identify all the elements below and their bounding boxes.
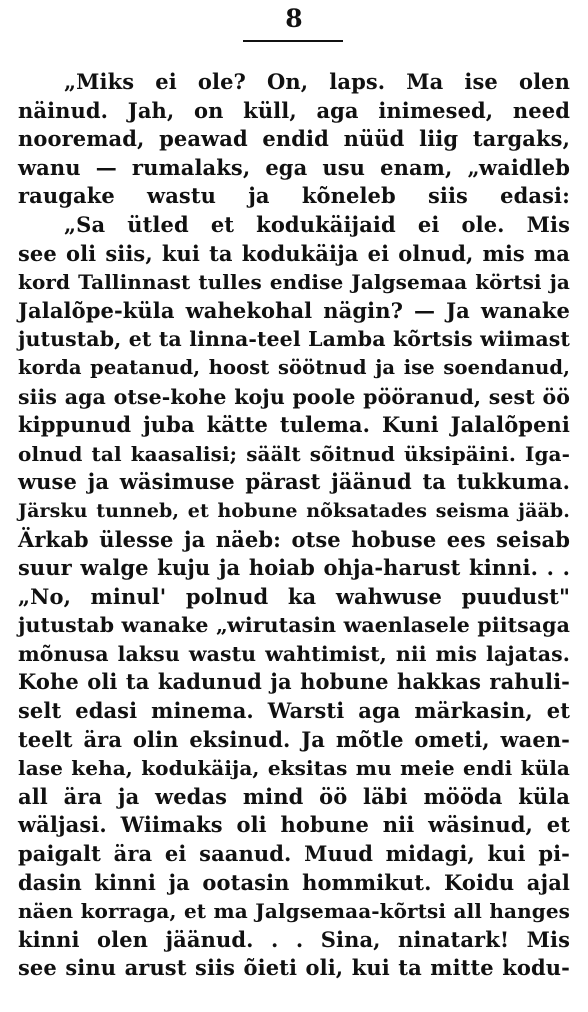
text-line: korda peatanud, hoost söötnud ja ise soendanud, bbox=[18, 355, 570, 379]
text-line: see sinu arust siis õieti oli, kui ta mitte kodu- bbox=[18, 955, 570, 981]
text-line: näinud. Jah, on küll, aga inimesed, need bbox=[18, 97, 570, 123]
body-text bbox=[18, 68, 570, 983]
text-line: raugake wastu ja kõneleb siis edasi: bbox=[18, 183, 570, 209]
text-line: Jalalõpe-küla wahekohal nägin? — Ja wanake bbox=[18, 297, 570, 323]
text-line: mõnusa laksu wastu wahtimist, nii mis lajatas. bbox=[18, 641, 570, 666]
text-line: siis aga otse-kohe koju poole pööranud, sest öö bbox=[18, 384, 570, 409]
text-line: lase keha, kodukäija, eksitas mu meie endi küla bbox=[18, 756, 570, 781]
text-line: suur walge kuju ja hoiab ohja-harust kinni. . . bbox=[18, 555, 570, 581]
text-line: Ärkab ülesse ja näeb: otse hobuse ees seisab bbox=[18, 526, 570, 552]
text-line: kippunud juba kätte tulema. Kuni Jalalõpeni bbox=[18, 412, 570, 438]
text-line: näen korraga, et ma Jalgsemaa-kõrtsi all hanges bbox=[18, 899, 570, 924]
text-line: „Sa ütled et kodukäijaid ei ole. Mis bbox=[64, 211, 570, 237]
text-line: olnud tal kaasalisi; säält sõitnud üksipäini. Iga- bbox=[18, 441, 570, 466]
text-line: paigalt ära ei saanud. Muud midagi, kui pi- bbox=[18, 841, 570, 867]
header-rule bbox=[243, 40, 343, 42]
text-line: wanu — rumalaks, ega usu enam, „waidleb bbox=[18, 154, 570, 180]
text-line: see oli siis, kui ta kodukäija ei olnud, mis ma bbox=[18, 240, 570, 266]
text-line: wuse ja wäsimuse pärast jäänud ta tukkuma. bbox=[18, 469, 570, 495]
text-line: all ära ja wedas mind öö läbi mööda küla bbox=[18, 783, 570, 809]
text-line: Kohe oli ta kadunud ja hobune hakkas rahuli- bbox=[18, 669, 570, 695]
text-line: teelt ära olin eksinud. Ja mõtle ometi, waen- bbox=[18, 726, 570, 752]
text-line: „Miks ei ole? On, laps. Ma ise olen bbox=[64, 69, 570, 94]
text-line: dasin kinni ja ootasin hommikut. Koidu ajal bbox=[18, 869, 570, 895]
text-line: jutustab wanake „wirutasin waenlasele piitsaga bbox=[18, 613, 570, 638]
text-line: „No, minul' polnud ka wahwuse puudust" bbox=[18, 583, 570, 609]
text-line: Järsku tunneb, et hobune nõksatades seisma jääb. bbox=[18, 499, 570, 522]
page-number: 8 bbox=[285, 4, 303, 33]
text-line: wäljasi. Wiimaks oli hobune nii wäsinud, et bbox=[18, 812, 570, 838]
text-line: jutustab, et ta linna-teel Lamba kõrtsis wiimast bbox=[18, 327, 570, 352]
text-line: kinni olen jäänud. . . Sina, ninatark! Mis bbox=[18, 926, 570, 952]
text-line: nooremad, peawad endid nüüd liig targaks, bbox=[18, 126, 570, 152]
text-line: kord Tallinnast tulles endise Jalgsemaa körtsi ja bbox=[18, 270, 570, 295]
text-line: selt edasi minema. Warsti aga märkasin, et bbox=[18, 698, 570, 724]
